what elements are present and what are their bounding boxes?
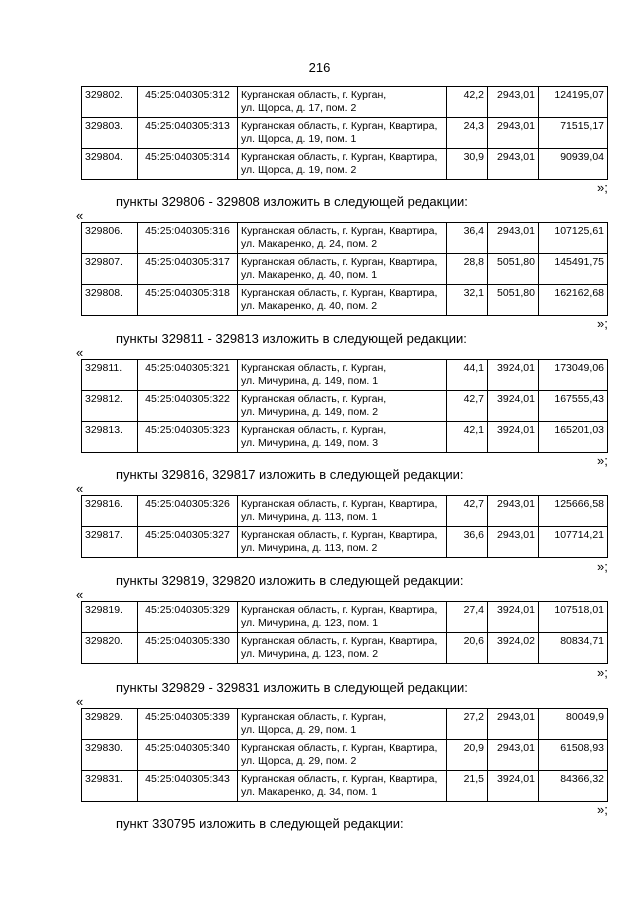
registry-table bbox=[81, 495, 608, 558]
area-cell: 42,7 bbox=[447, 391, 488, 422]
area-cell: 21,5 bbox=[447, 771, 488, 802]
area-cell: 20,6 bbox=[447, 633, 488, 664]
cadastral-number-cell: 45:25:040305:323 bbox=[138, 422, 238, 453]
cost-cell: 145491,75 bbox=[539, 254, 608, 285]
cost-cell: 107518,01 bbox=[539, 602, 608, 633]
cadastral-number-cell: 45:25:040305:343 bbox=[138, 771, 238, 802]
address-line-1: Курганская область, г. Курган, Квартира, bbox=[241, 256, 438, 268]
quote-open: « bbox=[76, 694, 84, 709]
address-line-1: Курганская область, г. Курган, Квартира, bbox=[241, 529, 438, 541]
cost-cell: 71515,17 bbox=[539, 118, 608, 149]
rate-cell: 3924,01 bbox=[488, 360, 539, 391]
cadastral-number-cell: 45:25:040305:317 bbox=[138, 254, 238, 285]
rate-cell: 3924,01 bbox=[488, 771, 539, 802]
cost-cell: 162162,68 bbox=[539, 285, 608, 316]
rate-cell: 2943,01 bbox=[488, 149, 539, 180]
row-number-cell: 329820. bbox=[82, 633, 138, 664]
cadastral-number-cell: 45:25:040305:339 bbox=[138, 709, 238, 740]
rate-cell: 2943,01 bbox=[488, 87, 539, 118]
cadastral-number-cell: 45:25:040305:322 bbox=[138, 391, 238, 422]
table-row bbox=[82, 709, 608, 740]
row-number-cell: 329813. bbox=[82, 422, 138, 453]
cost-cell: 125666,58 bbox=[539, 496, 608, 527]
cadastral-number-cell: 45:25:040305:327 bbox=[138, 527, 238, 558]
rate-cell: 3924,01 bbox=[488, 602, 539, 633]
row-number-cell: 329831. bbox=[82, 771, 138, 802]
address-line-2: ул. Щорса, д. 19, пом. 1 bbox=[241, 133, 357, 145]
cadastral-number-cell: 45:25:040305:316 bbox=[138, 223, 238, 254]
row-number-cell: 329803. bbox=[82, 118, 138, 149]
address-line-2: ул. Макаренко, д. 34, пом. 1 bbox=[241, 786, 378, 798]
address-line-1: Курганская область, г. Курган, Квартира, bbox=[241, 773, 438, 785]
table-row bbox=[82, 223, 608, 254]
address-line-1: Курганская область, г. Курган, Квартира, bbox=[241, 120, 438, 132]
row-number-cell: 329812. bbox=[82, 391, 138, 422]
cadastral-number-cell: 45:25:040305:321 bbox=[138, 360, 238, 391]
registry-table bbox=[81, 601, 608, 664]
quote-close: »; bbox=[597, 453, 608, 468]
area-cell: 42,7 bbox=[447, 496, 488, 527]
area-cell: 27,2 bbox=[447, 709, 488, 740]
area-cell: 20,9 bbox=[447, 740, 488, 771]
registry-table bbox=[81, 222, 608, 316]
cadastral-number-cell: 45:25:040305:312 bbox=[138, 87, 238, 118]
address-line-1: Курганская область, г. Курган, Квартира, bbox=[241, 151, 438, 163]
section-instruction: пункты 329811 - 329813 изложить в следующей редакции: bbox=[116, 331, 467, 346]
cost-cell: 80834,71 bbox=[539, 633, 608, 664]
table-row bbox=[82, 740, 608, 771]
address-line-2: ул. Макаренко, д. 40, пом. 2 bbox=[241, 300, 378, 312]
row-number-cell: 329807. bbox=[82, 254, 138, 285]
registry-table bbox=[81, 86, 608, 180]
address-line-1: Курганская область, г. Курган, Квартира, bbox=[241, 498, 438, 510]
row-number-cell: 329804. bbox=[82, 149, 138, 180]
rate-cell: 5051,80 bbox=[488, 254, 539, 285]
address-cell bbox=[238, 285, 447, 316]
address-cell bbox=[238, 254, 447, 285]
table-row bbox=[82, 422, 608, 453]
address-cell bbox=[238, 709, 447, 740]
address-cell bbox=[238, 602, 447, 633]
area-cell: 36,4 bbox=[447, 223, 488, 254]
cost-cell: 107714,21 bbox=[539, 527, 608, 558]
address-cell bbox=[238, 771, 447, 802]
address-line-2: ул. Мичурина, д. 113, пом. 2 bbox=[241, 542, 378, 554]
quote-close: »; bbox=[597, 559, 608, 574]
area-cell: 44,1 bbox=[447, 360, 488, 391]
cost-cell: 90939,04 bbox=[539, 149, 608, 180]
address-line-2: ул. Мичурина, д. 149, пом. 3 bbox=[241, 437, 379, 449]
quote-close: »; bbox=[597, 180, 608, 195]
table-row bbox=[82, 87, 608, 118]
cadastral-number-cell: 45:25:040305:340 bbox=[138, 740, 238, 771]
cadastral-number-cell: 45:25:040305:329 bbox=[138, 602, 238, 633]
row-number-cell: 329817. bbox=[82, 527, 138, 558]
cadastral-number-cell: 45:25:040305:326 bbox=[138, 496, 238, 527]
table-row bbox=[82, 527, 608, 558]
area-cell: 36,6 bbox=[447, 527, 488, 558]
table-row bbox=[82, 496, 608, 527]
cost-cell: 165201,03 bbox=[539, 422, 608, 453]
cost-cell: 80049,9 bbox=[539, 709, 608, 740]
area-cell: 42,2 bbox=[447, 87, 488, 118]
address-line-2: ул. Макаренко, д. 24, пом. 2 bbox=[241, 238, 378, 250]
address-cell bbox=[238, 633, 447, 664]
quote-close: »; bbox=[597, 665, 608, 680]
cost-cell: 61508,93 bbox=[539, 740, 608, 771]
rate-cell: 2943,01 bbox=[488, 223, 539, 254]
address-line-1: Курганская область, г. Курган, Квартира, bbox=[241, 742, 438, 754]
address-line-2: ул. Щорса, д. 29, пом. 1 bbox=[241, 724, 357, 736]
table-row bbox=[82, 771, 608, 802]
address-cell bbox=[238, 391, 447, 422]
address-line-2: ул. Щорса, д. 17, пом. 2 bbox=[241, 102, 357, 114]
quote-open: « bbox=[76, 481, 84, 496]
address-line-1: Курганская область, г. Курган, bbox=[241, 89, 387, 101]
address-line-2: ул. Щорса, д. 29, пом. 2 bbox=[241, 755, 357, 767]
table-row bbox=[82, 149, 608, 180]
address-line-1: Курганская область, г. Курган, bbox=[241, 711, 387, 723]
area-cell: 32,1 bbox=[447, 285, 488, 316]
table-row bbox=[82, 118, 608, 149]
address-line-2: ул. Мичурина, д. 149, пом. 1 bbox=[241, 375, 379, 387]
registry-table bbox=[81, 708, 608, 802]
section-instruction: пункты 329819, 329820 изложить в следующей редакции: bbox=[116, 573, 464, 588]
table-row bbox=[82, 254, 608, 285]
row-number-cell: 329830. bbox=[82, 740, 138, 771]
row-number-cell: 329816. bbox=[82, 496, 138, 527]
table-row bbox=[82, 602, 608, 633]
cost-cell: 173049,06 bbox=[539, 360, 608, 391]
rate-cell: 3924,02 bbox=[488, 633, 539, 664]
area-cell: 28,8 bbox=[447, 254, 488, 285]
address-line-1: Курганская область, г. Курган, bbox=[241, 362, 387, 374]
rate-cell: 2943,01 bbox=[488, 496, 539, 527]
address-line-2: ул. Мичурина, д. 123, пом. 2 bbox=[241, 648, 379, 660]
address-cell bbox=[238, 87, 447, 118]
section-instruction: пункты 329829 - 329831 изложить в следующей редакции: bbox=[116, 680, 468, 695]
registry-table bbox=[81, 359, 608, 453]
table-row bbox=[82, 391, 608, 422]
quote-close: »; bbox=[597, 316, 608, 331]
section-instruction: пункты 329816, 329817 изложить в следующей редакции: bbox=[116, 467, 464, 482]
address-line-1: Курганская область, г. Курган, bbox=[241, 393, 387, 405]
cadastral-number-cell: 45:25:040305:330 bbox=[138, 633, 238, 664]
address-line-1: Курганская область, г. Курган, bbox=[241, 424, 387, 436]
row-number-cell: 329811. bbox=[82, 360, 138, 391]
page-number: 216 bbox=[308, 60, 331, 75]
quote-open: « bbox=[76, 345, 84, 360]
address-cell bbox=[238, 422, 447, 453]
table-row bbox=[82, 285, 608, 316]
rate-cell: 5051,80 bbox=[488, 285, 539, 316]
address-cell bbox=[238, 496, 447, 527]
row-number-cell: 329806. bbox=[82, 223, 138, 254]
address-cell bbox=[238, 149, 447, 180]
quote-open: « bbox=[76, 587, 84, 602]
address-cell bbox=[238, 527, 447, 558]
address-cell bbox=[238, 360, 447, 391]
address-cell bbox=[238, 118, 447, 149]
rate-cell: 2943,01 bbox=[488, 118, 539, 149]
row-number-cell: 329819. bbox=[82, 602, 138, 633]
address-line-2: ул. Мичурина, д. 113, пом. 1 bbox=[241, 511, 378, 523]
rate-cell: 3924,01 bbox=[488, 391, 539, 422]
rate-cell: 2943,01 bbox=[488, 740, 539, 771]
area-cell: 30,9 bbox=[447, 149, 488, 180]
address-line-1: Курганская область, г. Курган, Квартира, bbox=[241, 604, 438, 616]
area-cell: 27,4 bbox=[447, 602, 488, 633]
quote-close: »; bbox=[597, 802, 608, 817]
rate-cell: 2943,01 bbox=[488, 709, 539, 740]
address-cell bbox=[238, 223, 447, 254]
rate-cell: 2943,01 bbox=[488, 527, 539, 558]
address-line-2: ул. Щорса, д. 19, пом. 2 bbox=[241, 164, 357, 176]
address-line-1: Курганская область, г. Курган, Квартира, bbox=[241, 225, 438, 237]
address-cell bbox=[238, 740, 447, 771]
cadastral-number-cell: 45:25:040305:314 bbox=[138, 149, 238, 180]
cost-cell: 84366,32 bbox=[539, 771, 608, 802]
area-cell: 24,3 bbox=[447, 118, 488, 149]
table-row bbox=[82, 633, 608, 664]
rate-cell: 3924,01 bbox=[488, 422, 539, 453]
final-instruction: пункт 330795 изложить в следующей редакции: bbox=[116, 816, 404, 831]
row-number-cell: 329808. bbox=[82, 285, 138, 316]
address-line-2: ул. Макаренко, д. 40, пом. 1 bbox=[241, 269, 378, 281]
cadastral-number-cell: 45:25:040305:318 bbox=[138, 285, 238, 316]
cost-cell: 167555,43 bbox=[539, 391, 608, 422]
table-row bbox=[82, 360, 608, 391]
address-line-2: ул. Мичурина, д. 123, пом. 1 bbox=[241, 617, 379, 629]
cadastral-number-cell: 45:25:040305:313 bbox=[138, 118, 238, 149]
address-line-1: Курганская область, г. Курган, Квартира, bbox=[241, 287, 438, 299]
cost-cell: 107125,61 bbox=[539, 223, 608, 254]
address-line-2: ул. Мичурина, д. 149, пом. 2 bbox=[241, 406, 379, 418]
section-instruction: пункты 329806 - 329808 изложить в следующей редакции: bbox=[116, 194, 468, 209]
area-cell: 42,1 bbox=[447, 422, 488, 453]
row-number-cell: 329829. bbox=[82, 709, 138, 740]
cost-cell: 124195,07 bbox=[539, 87, 608, 118]
address-line-1: Курганская область, г. Курган, Квартира, bbox=[241, 635, 438, 647]
quote-open: « bbox=[76, 208, 84, 223]
row-number-cell: 329802. bbox=[82, 87, 138, 118]
